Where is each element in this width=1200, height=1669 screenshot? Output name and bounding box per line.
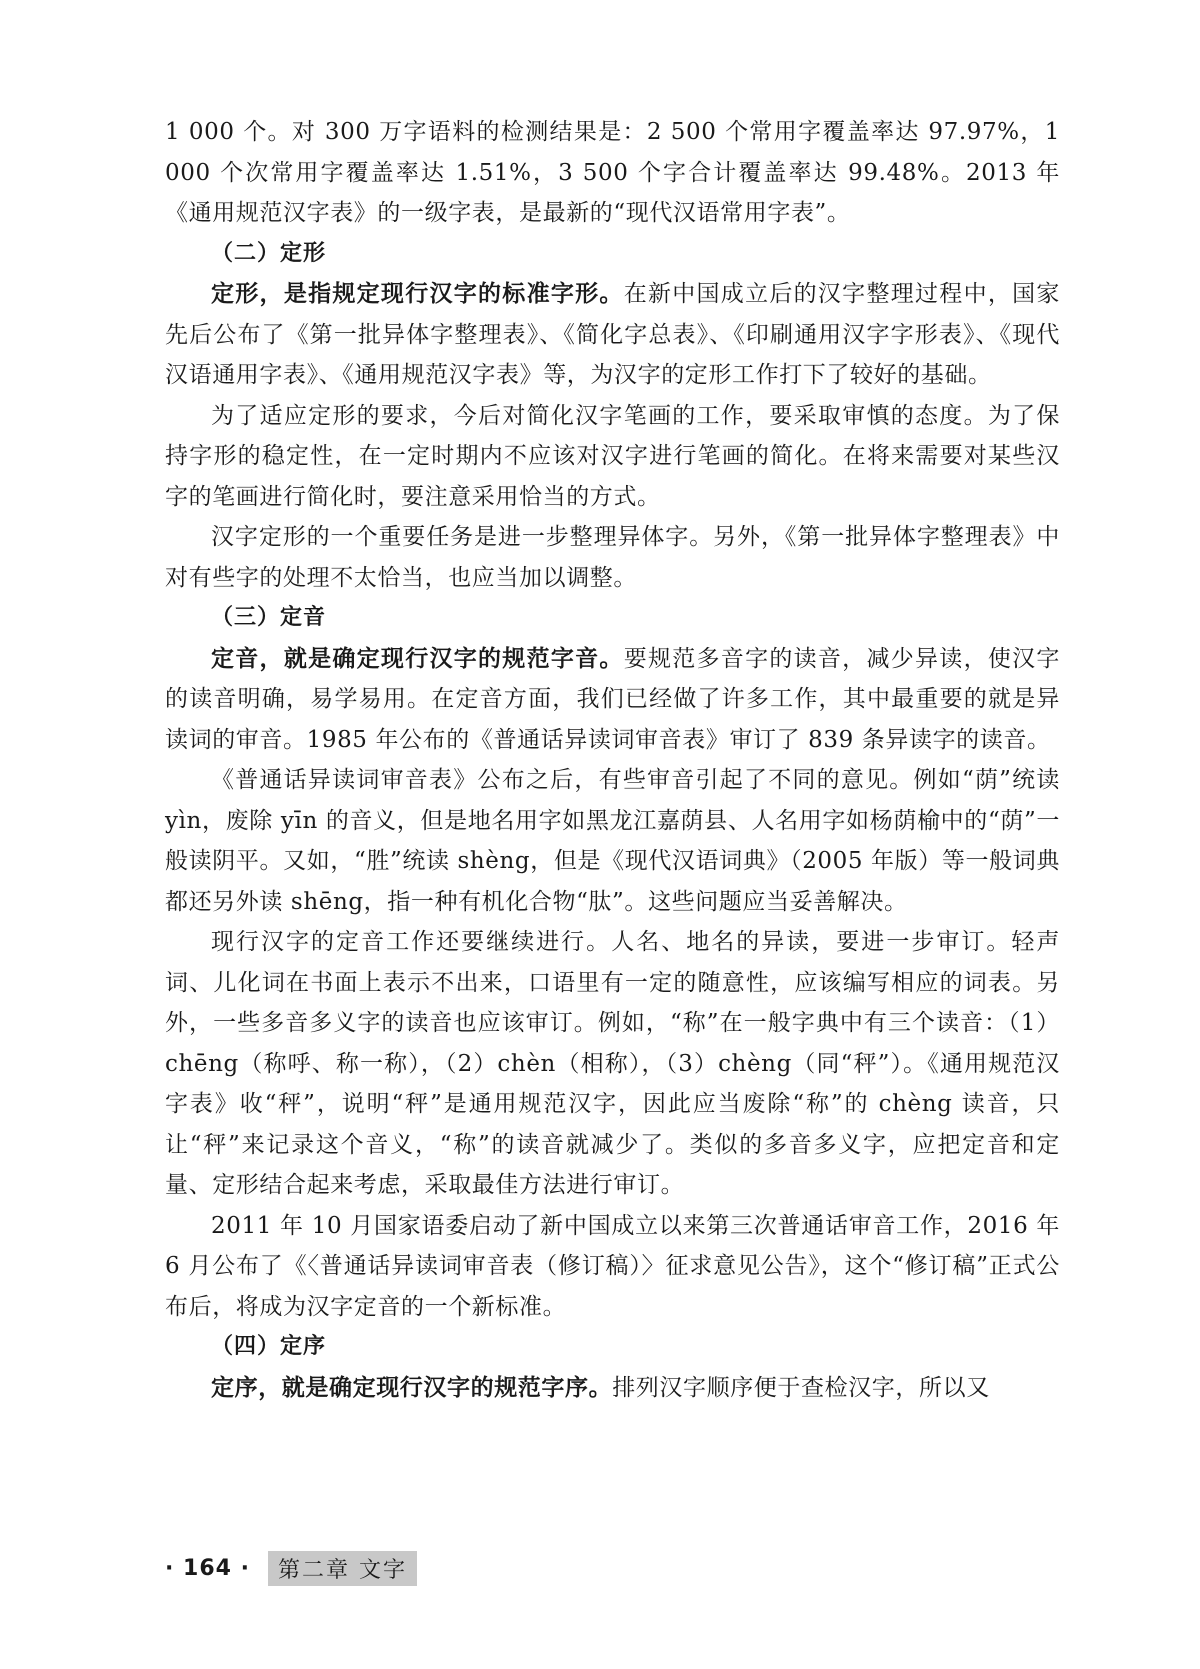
definition-lead: 定序，就是确定现行汉字的规范字序。 [211, 1374, 613, 1401]
paragraph-text: 在新中国成立后的汉字整理过程中，国家先后公布了《第一批异体字整理表》、《简化字总表》、《印刷通用汉字字形表》、《现代汉语通用字表》、《通用规范汉字表》等，为汉字的定形工作打下了较好的基础。 [165, 281, 1060, 388]
paragraph-dingyin-disputes: 《普通话异读词审音表》公布之后，有些审音引起了不同的意见。例如“荫”统读 yìn，废除 yīn 的音义，但是地名用字如黑龙江嘉荫县、人名用字如杨荫榆中的“荫”一般读阴平。又如，“胜”统读 shèng，但是《现代汉语词典》（2005 年版）等一般词典都还另外读 shēng，指一种有机化合物“肽”。这些问题应当妥善解决。 [165, 767, 1060, 915]
definition-lead: 定形，是指规定现行汉字的标准字形。 [211, 281, 624, 307]
paragraph-dingxu-definition [165, 1368, 1060, 1409]
section-heading-dingxing: （二）定形 [211, 240, 327, 266]
paragraph-continuation: 1 000 个。对 300 万字语料的检测结果是：2 500 个常用字覆盖率达 97.97%，1 000 个次常用字覆盖率达 1.51%，3 500 个字合计覆盖率达 99.48%。2013 年《通用规范汉字表》的一级字表，是最新的“现代汉语常用字表”。 [165, 119, 1060, 226]
paragraph-text: 要规范多音字的读音，减少异读，使汉字的读音明确，易学易用。在定音方面，我们已经做了许多工作，其中最重要的就是异读词的审音。1985 年公布的《普通话异读词审音表》审订了 839 条异读字的读音。 [165, 645, 1060, 753]
paragraph-dingyin-2011: 2011 年 10 月国家语委启动了新中国成立以来第三次普通话审音工作，2016 年 6 月公布了《〈普通话异读词审音表（修订稿）〉征求意见公告》，这个“修订稿”正式公布后，将成为汉字定音的一个新标准。 [165, 1212, 1060, 1320]
paragraph-dingxing-variants: 汉字定形的一个重要任务是进一步整理异体字。另外，《第一批异体字整理表》中对有些字的处理不太恰当，也应当加以调整。 [165, 524, 1060, 591]
definition-lead: 定音，就是确定现行汉字的规范字音。 [211, 645, 624, 672]
page-footer [165, 1548, 417, 1588]
paragraph-dingyin-ongoing: 现行汉字的定音工作还要继续进行。人名、地名的异读，要进一步审订。轻声词、儿化词在书面上表示不出来，口语里有一定的随意性，应该编写相应的词表。另外，一些多音多义字的读音也应该审订。例如，“称”在一般字典中有三个读音：（1）chēng（称呼、称一称），（2）chèn（相称），（3）chèng（同“秤”）。《通用规范汉字表》收“秤”，说明“秤”是通用规范汉字，因此应当废除“称”的 chèng 读音，只让“秤”来记录这个音义，“称”的读音就减少了。类似的多音多义字，应把定音和定量、定形结合起来考虑，采取最佳方法进行审订。 [165, 929, 1060, 1198]
chapter-label: 第二章 文字 [268, 1551, 417, 1586]
paragraph-dingxing-definition [165, 274, 1060, 396]
paragraph-text: 排列汉字顺序便于查检汉字，所以又 [612, 1374, 990, 1401]
section-heading-dingyin: （三）定音 [211, 605, 327, 630]
section-heading-dingxu: （四）定序 [211, 1334, 327, 1359]
page-number: · 164 · [165, 1555, 250, 1581]
paragraph-dingyin-definition [165, 639, 1060, 761]
body-text [165, 112, 1060, 1408]
paragraph-dingxing-simplification: 为了适应定形的要求，今后对简化汉字笔画的工作，要采取审慎的态度。为了保持字形的稳定性，在一定时期内不应该对汉字进行笔画的简化。在将来需要对某些汉字的笔画进行简化时，要注意采用恰当的方式。 [165, 402, 1060, 510]
